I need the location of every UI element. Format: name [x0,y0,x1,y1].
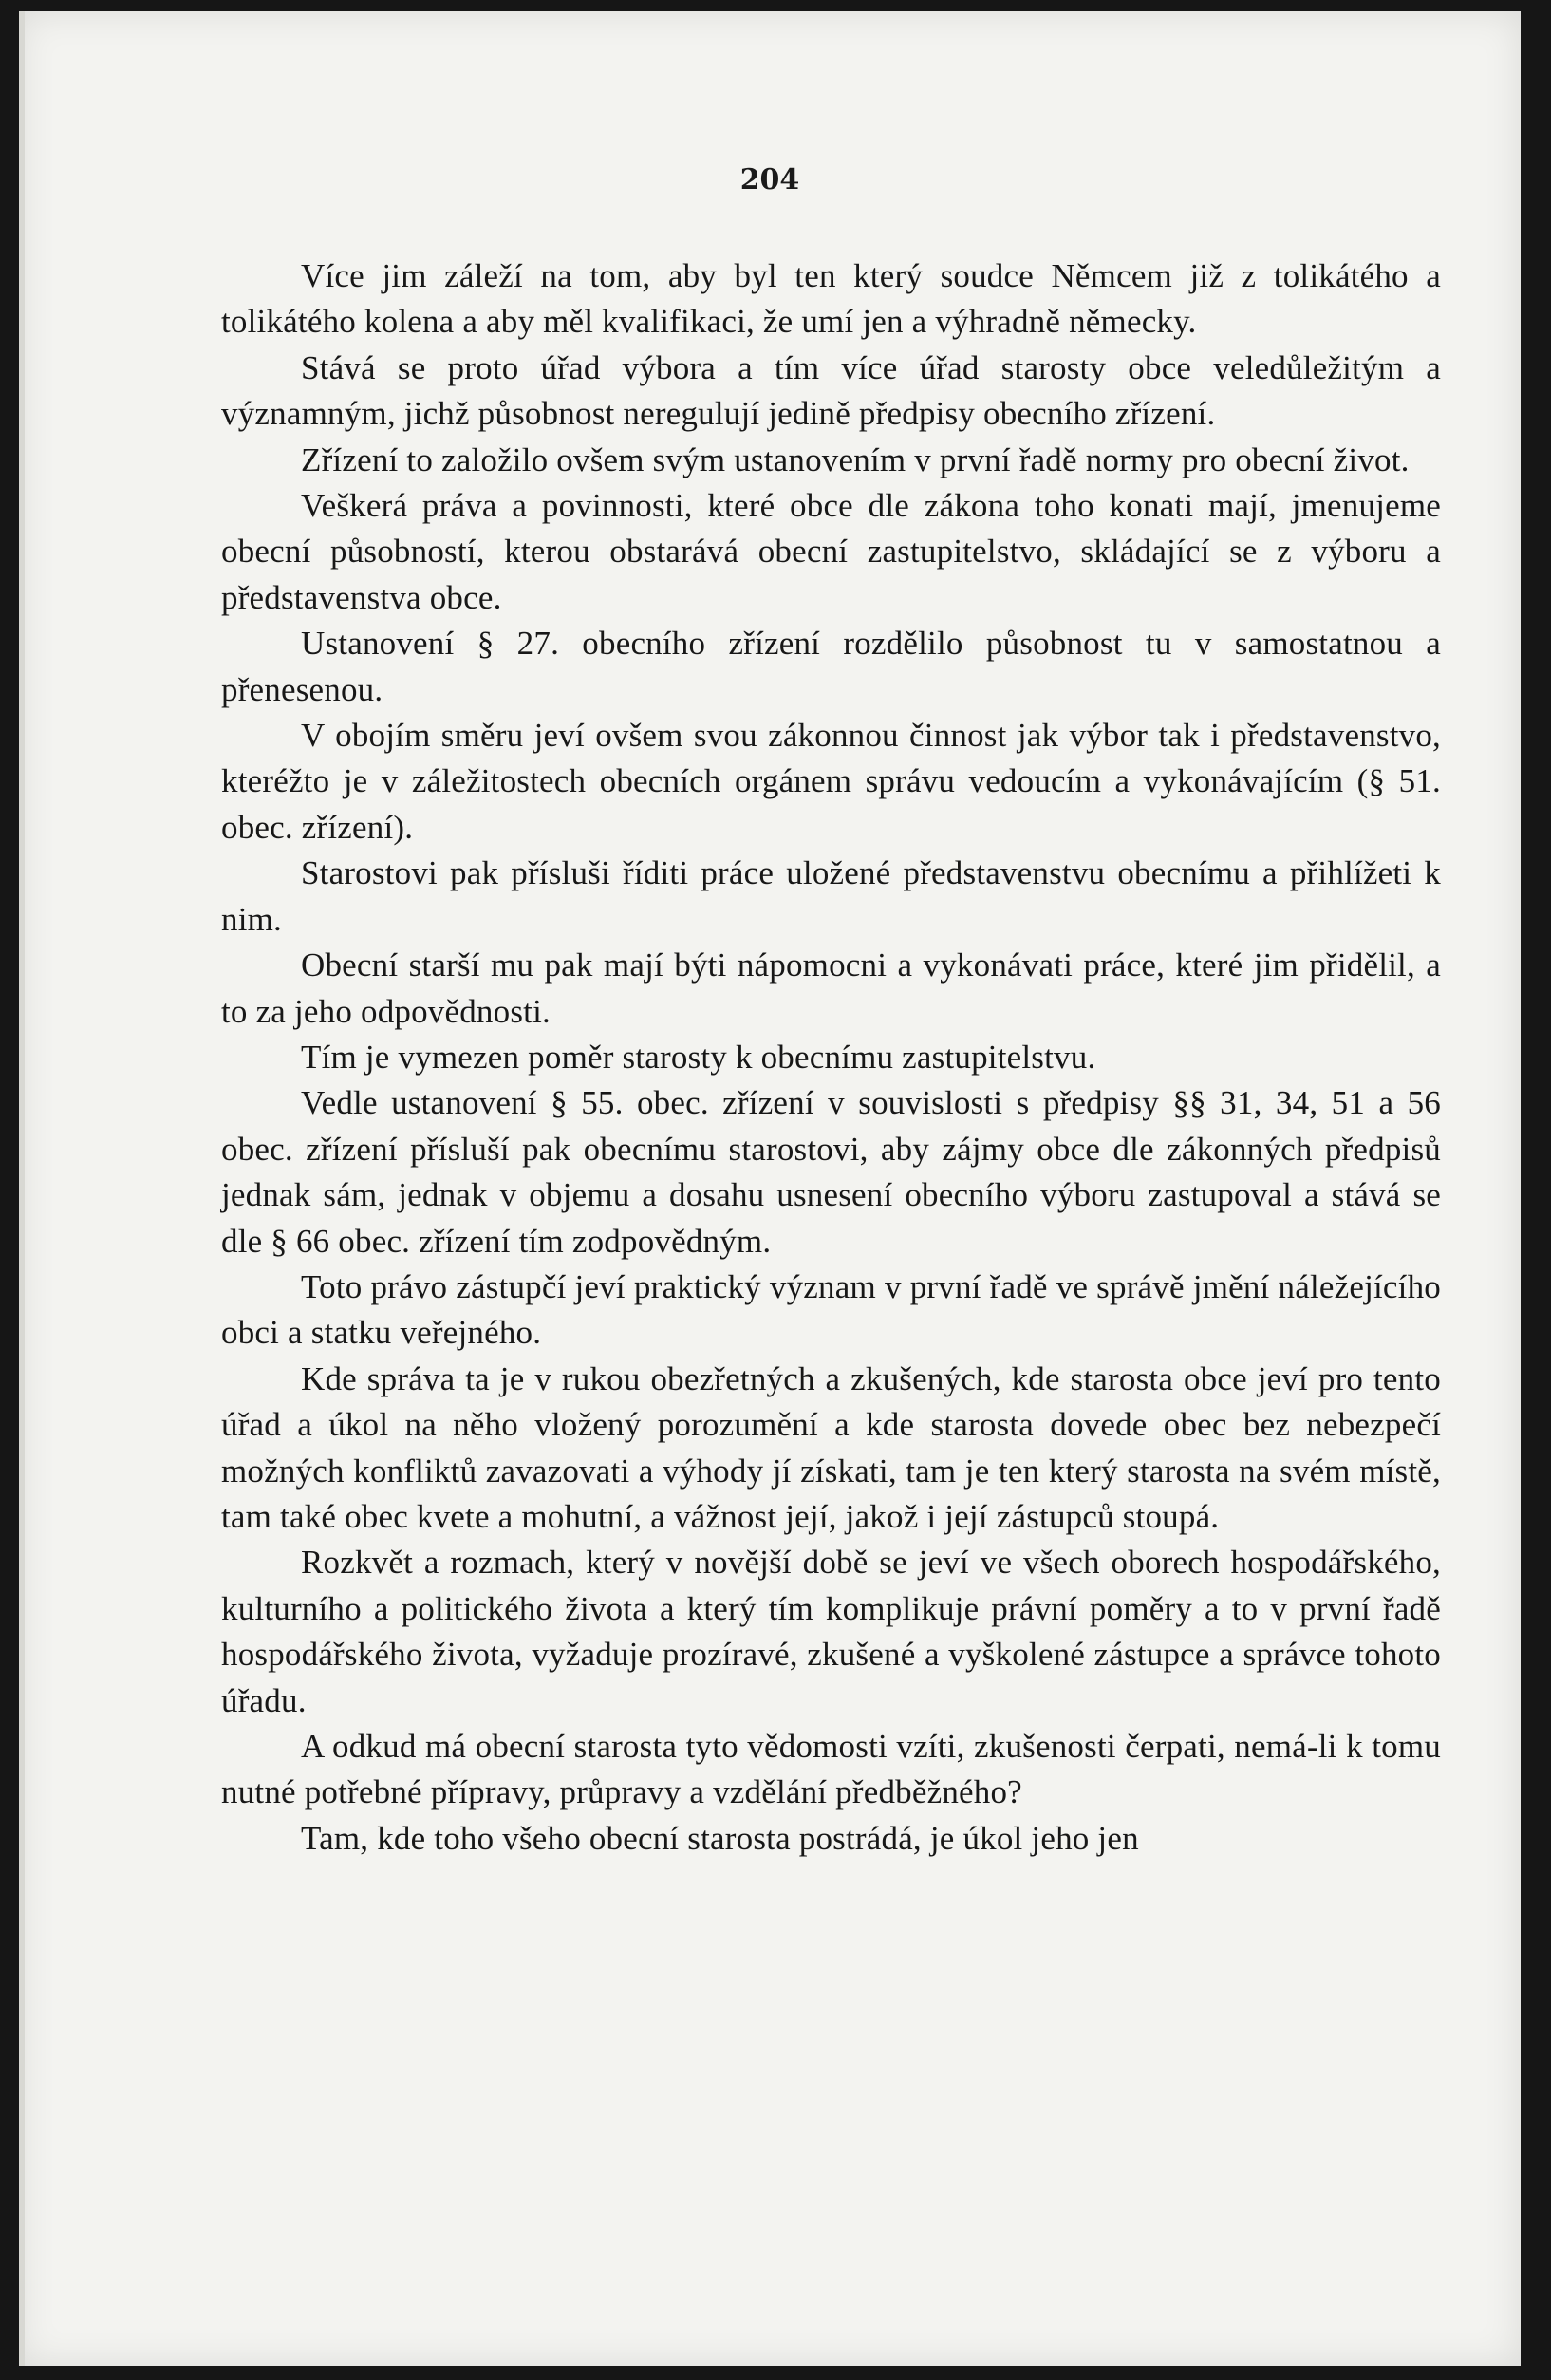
paragraph: Veškerá práva a povinnosti, které obce dle zákona toho konati mají, jmenujeme obecní působností, kterou obstarává obecní zastupitelstvo, skládající se z výboru a představenstva obce. [221,487,1441,616]
paragraph: A odkud má obecní starosta tyto vědomosti vzíti, zkušenosti čerpati, nemá-li k tomu nutné potřebné přípravy, průpravy a vzdělání předběžného? [221,1728,1441,1811]
paragraph: Zřízení to založilo ovšem svým ustanovením v první řadě normy pro obecní život. [301,440,1410,478]
paragraph: Ustanovení § 27. obecního zřízení rozdělilo působnost tu v samostatnou a přenesenou. [221,625,1441,708]
paragraph: Stává se proto úřad výbora a tím více úřad starosty obce veledůležitým a významným, jichž působnost neregulují jedině předpisy obecního zřízení. [221,348,1441,433]
paragraph: Rozkvět a rozmach, který v novější době se jeví ve všech oborech hospodářského, kulturního a politického života a který tím komplikuje právní poměry a to v první řadě hospodářského života, vyžaduje prozíravé, zkušené a vyškolené zástupce a správce tohoto úřadu. [221,1544,1441,1719]
paragraph: Vedle ustanovení § 55. obec. zřízení v souvislosti s předpisy §§ 31, 34, 51 a 56 obec. zřízení přísluší pak obecnímu starostovi, aby zájmy obce dle zákonných předpisů jednak sám, jednak v objemu a dosahu usnesení obecního výboru zastupoval a stává se dle § 66 obec. zřízení tím zodpovědným. [221,1084,1441,1260]
paragraph: V obojím směru jeví ovšem svou zákonnou činnost jak výbor tak i představenstvo, kteréžto je v záležitostech obecních orgánem správu vedoucím a vykonávajícím (§ 51. obec. zřízení). [221,717,1441,846]
left-edge-shadow [19,11,25,2366]
body-text [221,253,1441,1862]
page-number: 204 [739,163,800,197]
paragraph: Kde správa ta je v rukou obezřetných a zkušených, kde starosta obce jeví pro tento úřad a úkol na něho vložený porozumění a kde starosta dovede obec bez nebezpečí možných konfliktů zavazovati a výhody jí získati, tam je ten který starosta na svém místě, tam také obec kvete a mohutní, a vážnost její, jakož i její zástupců stoupá. [221,1359,1441,1535]
book-page [19,11,1521,2366]
paragraph: Starostovi pak přísluši říditi práce uložené představenstvu obecnímu a přihlížeti k nim. [221,854,1441,938]
paragraph: Toto právo zástupčí jeví praktický význam v první řadě ve správě jmění náležejícího obci a statku veřejného. [221,1267,1441,1352]
paragraph: Tam, kde toho všeho obecní starosta postrádá, je úkol jeho jen [301,1819,1139,1857]
paragraph: Tím je vymezen poměr starosty k obecnímu zastupitelstvu. [301,1038,1096,1076]
paragraph: Více jim záleží na tom, aby byl ten který soudce Němcem již z tolikátého a tolikátého kolena a aby měl kvalifikaci, že umí jen a výhradně německy. [221,257,1441,341]
paragraph: Obecní starší mu pak mají býti nápomocni a vykonávati práce, které jim přidělil, a to za jeho odpovědnosti. [221,946,1441,1030]
